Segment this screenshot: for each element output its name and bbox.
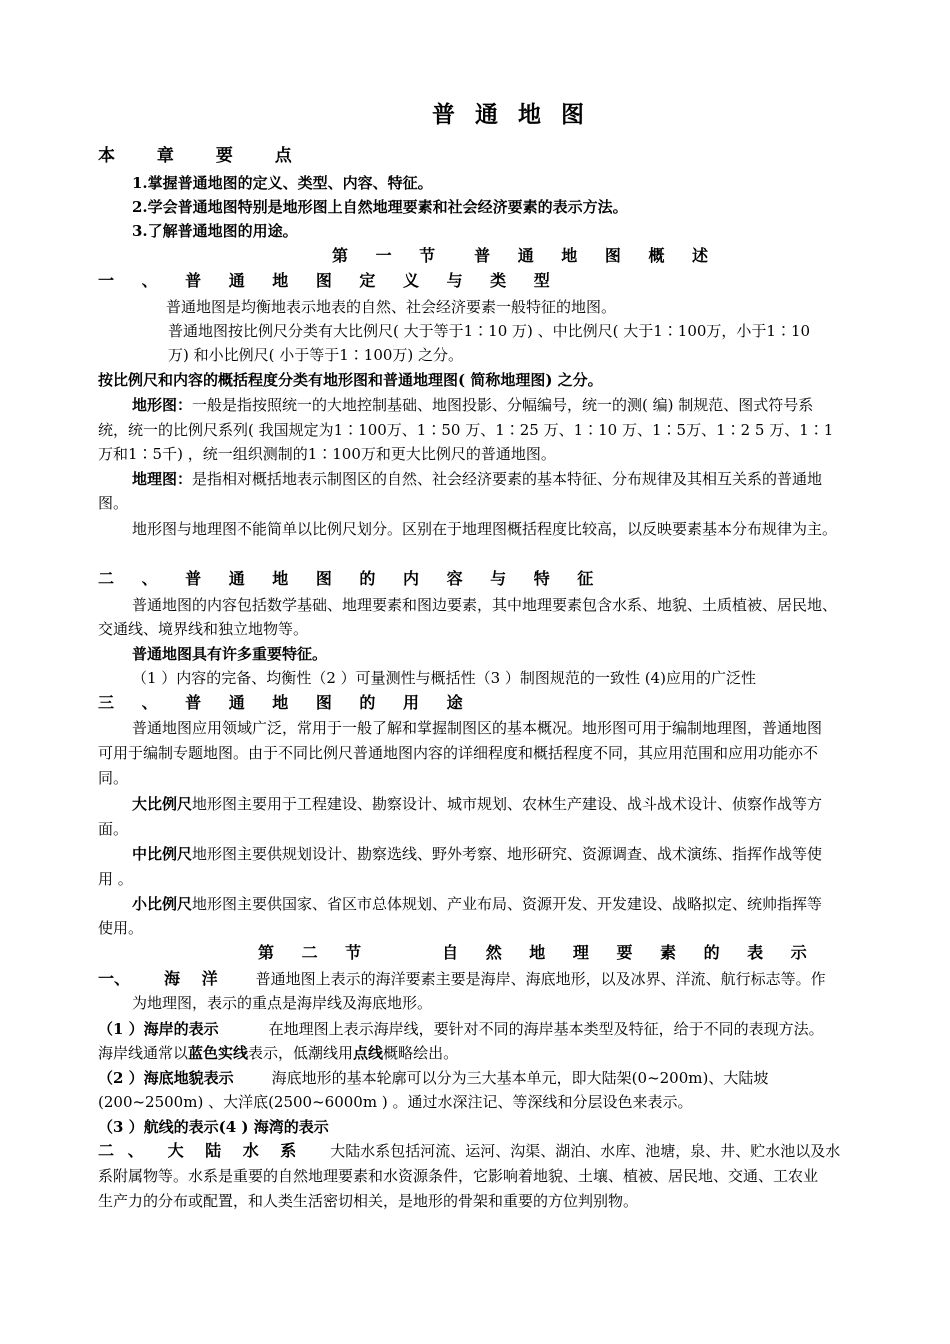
- use-text-line-1: 普通地图应用领域广泛，常用于一般了解和掌握制图区的基本概况。地形图可用于编制地理图，普通地图: [132, 719, 823, 737]
- topographic-map-label: 地形图：: [132, 396, 193, 414]
- content-text-line-1: 普通地图的内容包括数学基础、地理要素和图边要素，其中地理要素包含水系、地貌、土质植被、居民地、: [132, 596, 838, 614]
- key-point-3: 3.了解普通地图的用途。: [132, 222, 298, 240]
- key-point-2: 2.学会普通地图特别是地形图上自然地理要素和社会经济要素的表示方法。: [132, 198, 628, 216]
- coast-para-line-1: （1 ）海岸的表示 在地理图上表示海岸线，要针对不同的海岸基本类型及特征，给于不同的表现方法。: [98, 1020, 824, 1038]
- key-point-1: 1.掌握普通地图的定义、类型、内容、特征。: [132, 174, 433, 192]
- section-1-number: 第 一 节: [332, 246, 447, 265]
- small-scale-para-line-1: 小比例尺地形图主要供国家、省区市总体规划、产业布局、资源开发、开发建设、战略拟定、统帅指挥等: [132, 895, 823, 913]
- water-label: 大 陆 水 系: [167, 1141, 305, 1160]
- water-para-line-3: 生产力的分布或配置，和人类生活密切相关，是地形的骨架和重要的方位判别物。: [98, 1192, 639, 1210]
- part-3-heading: 三 、 普 通 地 图 的 用 途: [98, 693, 474, 712]
- section-2-heading: [258, 942, 818, 964]
- ocean-para-line-2: 为地理图，表示的重点是海岸线及海底地形。: [132, 994, 433, 1012]
- generalization-class-text: 按比例尺和内容的概括程度分类有地形图和普通地理图( 简称地理图) 之分。: [98, 371, 603, 389]
- topographic-map-para-line-3: 万和1∶5千) ，统一组织测制的1∶100万和更大比例尺的普通地图。: [98, 445, 556, 463]
- water-number: 二 、: [98, 1141, 148, 1160]
- section-1-title: 普 通 地 图 概 述: [474, 246, 720, 265]
- large-scale-para-line-2: 面。: [98, 820, 129, 838]
- geographic-map-para-line-2: 图。: [98, 494, 129, 512]
- ocean-number: 一、: [98, 969, 131, 988]
- seabed-para-line-2: (200~2500m) 、大洋底(2500~6000m ) 。通过水深注记、等深线和分层设色来表示。: [98, 1093, 693, 1111]
- coast-label: （1 ）海岸的表示: [98, 1020, 219, 1038]
- medium-scale-label: 中比例尺: [132, 845, 193, 863]
- map-difference-text: 地形图与地理图不能简单以比例尺划分。区别在于地理图概括程度比较高，以反映要素基本分布规律为主。: [132, 520, 838, 538]
- seabed-label: （2 ）海底地貌表示: [98, 1069, 234, 1087]
- small-scale-para-line-2: 使用。: [98, 919, 144, 937]
- scale-text-line-2: 万) 和小比例尺( 小于等于1∶100万) 之分。: [168, 346, 464, 364]
- features-list: （1 ）内容的完备、均衡性（2 ）可量测性与概括性（3 ）制图规范的一致性 (4)应用的广泛性: [132, 669, 756, 687]
- medium-scale-para-line-1: 中比例尺地形图主要供规划设计、勘察选线、野外考察、地形研究、资源调查、战术演练、指挥作战等使: [132, 845, 823, 863]
- water-para-line-1: 二 、 大 陆 水 系 大陆水系包括河流、运河、沟渠、湖泊、水库、池塘，泉、井、贮水池以及水: [98, 1141, 841, 1160]
- topographic-map-para-line-2: 统，统一的比例尺系列( 我国规定为1∶100万、1∶50 万、1∶25 万、1∶10 万、1∶5万、1∶2 5 万、1∶1: [98, 421, 834, 439]
- routes-heading: （3 ）航线的表示(4 ) 海湾的表示: [98, 1118, 329, 1136]
- large-scale-label: 大比例尺: [132, 795, 193, 813]
- water-para-line-2: 系附属物等。水系是重要的自然地理要素和水资源条件，它影响着地貌、土壤、植被、居民地、交通、工农业: [98, 1167, 819, 1185]
- geographic-map-label: 地理图：: [132, 470, 193, 488]
- use-text-line-3: 同。: [98, 769, 129, 787]
- ocean-para-line-1: 一、 海 洋 普通地图上表示的海洋要素主要是海岸、海底地形，以及冰界、洋流、航行标志等。作: [98, 969, 826, 988]
- part-1-heading: 一 、 普 通 地 图 定 义 与 类 型: [98, 271, 561, 290]
- use-text-line-2: 可用于编制专题地图。由于不同比例尺普通地图内容的详细程度和概括程度不同，其应用范围和应用功能亦不: [98, 744, 819, 762]
- section-2-title: 自 然 地 理 要 素 的 表 示: [442, 943, 818, 962]
- part-2-heading: 二 、 普 通 地 图 的 内 容 与 特 征: [98, 569, 605, 588]
- content-text-line-2: 交通线、境界线和独立地物等。: [98, 620, 309, 638]
- features-heading: 普通地图具有许多重要特征。: [132, 645, 328, 663]
- geographic-map-para-line-1: 地理图：是指相对概括地表示制图区的自然、社会经济要素的基本特征、分布规律及其相互关系的普通地: [132, 470, 823, 488]
- page-title: 普 通 地 图: [432, 101, 591, 128]
- medium-scale-para-line-2: 用 。: [98, 870, 133, 888]
- small-scale-label: 小比例尺: [132, 895, 193, 913]
- seabed-para-line-1: （2 ）海底地貌表示 海底地形的基本轮廓可以分为三大基本单元，即大陆架(0~200m)、大陆坡: [98, 1069, 769, 1087]
- ocean-label: 海 洋: [164, 969, 226, 988]
- key-points-heading: 本 章 要 点: [98, 146, 310, 166]
- definition-text: 普通地图是均衡地表示地表的自然、社会经济要素一般特征的地图。: [166, 298, 617, 316]
- topographic-map-para-line-1: 地形图：一般是指按照统一的大地控制基础、地图投影、分幅编号，统一的测( 编) 制规范、图式符号系: [132, 396, 814, 414]
- section-1-heading: [332, 245, 719, 267]
- section-2-number: 第 二 节: [258, 943, 373, 962]
- scale-text-line-1: 普通地图按比例尺分类有大比例尺( 大于等于1∶10 万) 、中比例尺( 大于1∶100万，小于1∶10: [168, 322, 811, 340]
- large-scale-para-line-1: 大比例尺地形图主要用于工程建设、勘察设计、城市规划、农林生产建设、战斗战术设计、侦察作战等方: [132, 795, 823, 813]
- coast-para-line-2: 海岸线通常以蓝色实线表示，低潮线用点线概略绘出。: [98, 1044, 459, 1062]
